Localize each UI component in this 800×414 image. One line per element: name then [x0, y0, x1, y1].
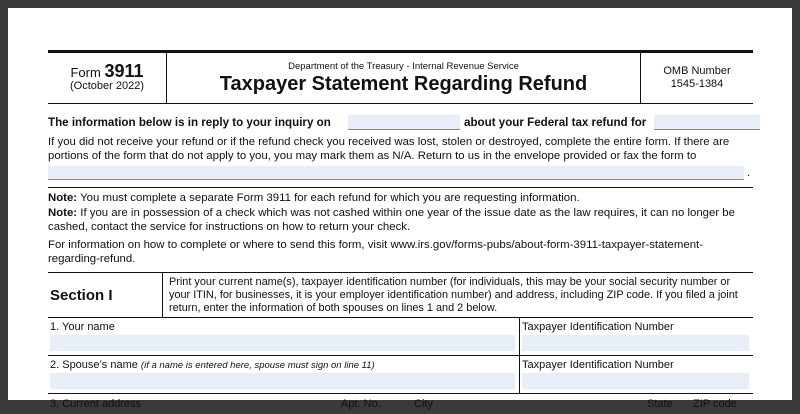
inquiry-date-field[interactable]	[348, 115, 460, 130]
form-header	[48, 50, 753, 104]
inquiry-text-2: about your Federal tax refund for	[464, 116, 647, 129]
note-text: You must complete a separate Form 3911 for each refund for which you are requesting information.	[77, 192, 580, 204]
row-address	[48, 394, 753, 414]
tax-year-field[interactable]	[654, 115, 760, 130]
your-name-field[interactable]	[50, 335, 515, 351]
spouse-tin-field[interactable]	[522, 373, 749, 389]
form-revision-date: (October 2022)	[70, 79, 144, 92]
tin-label: Taxpayer Identification Number	[522, 321, 674, 333]
note-2	[48, 206, 753, 234]
period: .	[747, 167, 751, 179]
note-text: If you are in possession of a check which was not cashed within one year of the issue date as the law requires, it can no longer be cashed, contact the service for instructions on how to return your check.	[48, 207, 735, 233]
tin-label: Taxpayer Identification Number	[522, 359, 674, 371]
fax-number-field[interactable]	[48, 166, 744, 180]
your-tin-field[interactable]	[522, 335, 749, 351]
department-name: Department of the Treasury - Internal Revenue Service	[288, 60, 519, 72]
city-label: City	[414, 398, 433, 410]
form-word: Form	[70, 64, 101, 80]
inquiry-text-1: The information below is in reply to your inquiry on	[48, 116, 331, 129]
form-3911	[48, 50, 753, 414]
omb-label: OMB Number	[663, 65, 731, 77]
section-instructions: Print your current name(s), taxpayer identification number (for individuals, this may be your social security number or your ITIN, for businesses, it is your employer identification number) and address, including ZIP code. If you filed a joint return, enter the information of both spouses on lines 1 and 2 below.	[169, 276, 738, 314]
note-label: Note:	[48, 192, 78, 204]
spouse-name-label: 2. Spouse’s name (if a name is entered here, spouse must sign on line 11)	[50, 359, 375, 371]
intro-paragraph: If you did not receive your refund or if the refund check you received was lost, stolen or destroyed, complete the entire form. If there are portions of the form that do not apply to you, you may mark them as N/A. Return to us in the envelope provided or fax the form to	[48, 136, 730, 162]
row-your-name	[48, 318, 753, 356]
spouse-name-field[interactable]	[50, 373, 515, 389]
spouse-note: (if a name is entered here, spouse must sign on line 11)	[140, 360, 375, 371]
inquiry-line	[48, 112, 753, 134]
form-title: Taxpayer Statement Regarding Refund	[219, 72, 588, 95]
form-id-box	[48, 53, 167, 103]
apt-label: Apt. No.	[341, 398, 381, 410]
divider	[48, 187, 753, 188]
row-spouse-name	[48, 356, 753, 394]
omb-number: 1545-1384	[670, 78, 724, 90]
form-title-box	[167, 53, 640, 103]
info-paragraph: For information on how to complete or where to send this form, visit www.irs.gov/forms-pubs/about-form-3911-taxpayer-statement-regarding-refund.	[48, 239, 704, 265]
form-number: 3911	[104, 60, 144, 81]
state-label: State	[647, 398, 673, 410]
zip-label: ZIP code	[693, 398, 737, 410]
fax-line	[48, 166, 753, 182]
note-1	[48, 191, 753, 205]
your-name-label: 1. Your name	[50, 321, 115, 333]
address-label: 3. Current address	[50, 398, 142, 410]
section-title: Section I	[48, 273, 163, 317]
omb-box	[640, 53, 753, 103]
form-page	[8, 8, 792, 410]
section-1-header	[48, 272, 753, 318]
note-label: Note:	[48, 207, 78, 219]
